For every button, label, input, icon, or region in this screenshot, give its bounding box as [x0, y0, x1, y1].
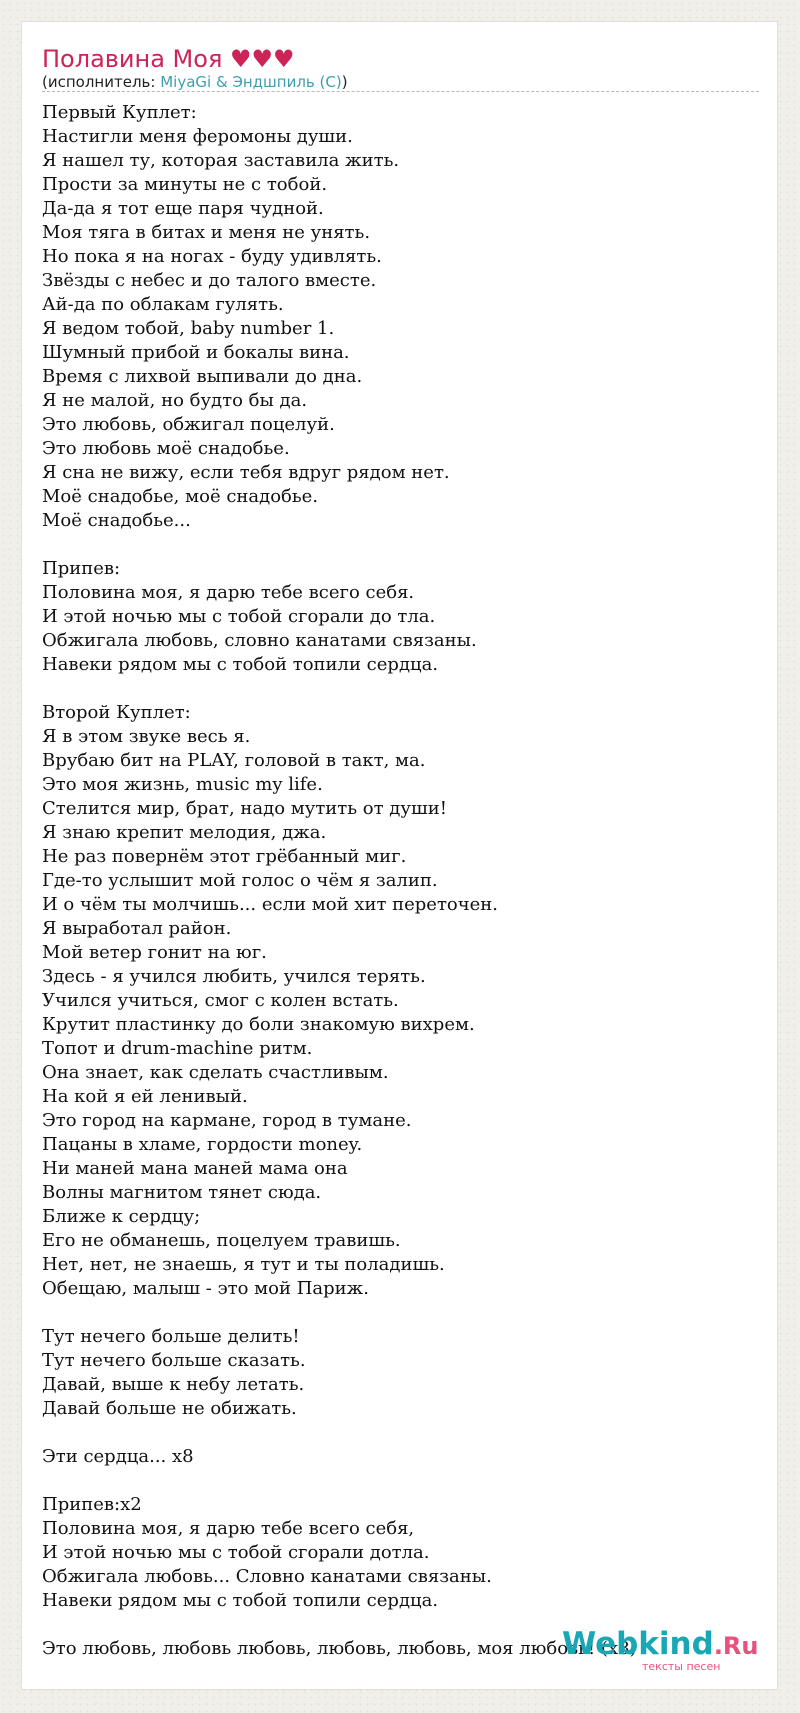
- lyric-line: Это город на кармане, город в тумане.: [42, 1110, 412, 1131]
- lyric-line: Обещаю, малыш - это мой Париж.: [42, 1278, 369, 1299]
- lyric-line: Настигли меня феромоны души.: [42, 126, 353, 147]
- blank-line: [42, 1301, 767, 1325]
- artist-line: [42, 72, 348, 92]
- logo-main-text: Webkind: [562, 1626, 714, 1662]
- lyric-line: Обжигала любовь, словно канатами связаны.: [42, 630, 477, 651]
- lyric-line: На кой я ей ленивый.: [42, 1086, 248, 1107]
- lyric-line: И этой ночью мы с тобой сгорали до тла.: [42, 606, 436, 627]
- blank-line: [42, 1421, 767, 1445]
- lyric-line: Врубаю бит на PLAY, головой в такт, ма.: [42, 750, 426, 771]
- song-title: Полавина Моя ♥♥♥: [42, 45, 295, 73]
- blank-line: [42, 533, 767, 557]
- lyrics-text: [42, 101, 767, 1661]
- lyric-line: Давай, выше к небу летать.: [42, 1374, 305, 1395]
- lyric-line: Моё снадобье...: [42, 510, 191, 531]
- lyric-line: Ни маней мана маней мама она: [42, 1158, 348, 1179]
- lyric-line: Я в этом звуке весь я.: [42, 726, 251, 747]
- lyric-line: Второй Куплет:: [42, 702, 191, 723]
- lyric-line: Это любовь моё снадобье.: [42, 438, 290, 459]
- lyric-line: Прости за минуты не с тобой.: [42, 174, 328, 195]
- blank-line: [42, 677, 767, 701]
- lyric-line: Это любовь, обжигал поцелуй.: [42, 414, 335, 435]
- lyric-line: Нет, нет, не знаешь, я тут и ты поладишь.: [42, 1254, 445, 1275]
- lyric-line: Я сна не вижу, если тебя вдруг рядом нет.: [42, 462, 450, 483]
- lyric-line: Моя тяга в битах и меня не унять.: [42, 222, 371, 243]
- lyric-line: Первый Куплет:: [42, 102, 197, 123]
- lyric-line: Ближе к сердцу;: [42, 1206, 201, 1227]
- lyric-line: Звёзды с небес и до талого вместе.: [42, 270, 377, 291]
- lyric-line: Тут нечего больше сказать.: [42, 1350, 306, 1371]
- lyric-line: Но пока я на ногах - буду удивлять.: [42, 246, 382, 267]
- lyric-line: Здесь - я учился любить, учился терять.: [42, 966, 426, 987]
- lyric-line: Обжигала любовь... Словно канатами связаны.: [42, 1566, 492, 1587]
- lyric-line: Тут нечего больше делить!: [42, 1326, 300, 1347]
- lyric-line: Это моя жизнь, music my life.: [42, 774, 323, 795]
- lyric-line: Учился учиться, смог с колен встать.: [42, 990, 399, 1011]
- lyric-line: Эти сердца... x8: [42, 1446, 194, 1467]
- logo-tagline: тексты песен: [642, 1660, 721, 1673]
- artist-link[interactable]: MiyaGi & Эндшпиль (С): [160, 73, 342, 91]
- lyric-line: Время с лихвой выпивали до дна.: [42, 366, 363, 387]
- lyric-line: Половина моя, я дарю тебе всего себя,: [42, 1518, 415, 1539]
- lyric-line: Припев:x2: [42, 1494, 142, 1515]
- lyric-line: Я не малой, но будто бы да.: [42, 390, 308, 411]
- lyric-line: Я ведом тобой, baby number 1.: [42, 318, 335, 339]
- artist-prefix: (исполнитель:: [42, 73, 161, 91]
- lyric-line: Шумный прибой и бокалы вина.: [42, 342, 350, 363]
- lyric-line: Навеки рядом мы с тобой топили сердца.: [42, 1590, 439, 1611]
- dashed-divider: [42, 91, 759, 92]
- webkind-logo: [562, 1624, 772, 1688]
- lyric-line: Припев:: [42, 558, 121, 579]
- lyric-line: Моё снадобье, моё снадобье.: [42, 486, 319, 507]
- logo-suffix: .Ru: [713, 1632, 759, 1660]
- lyric-line: Крутит пластинку до боли знакомую вихрем.: [42, 1014, 475, 1035]
- lyric-line: Это любовь, любовь любовь, любовь, любовь, моя любовь! (x8): [42, 1638, 637, 1659]
- lyric-line: Она знает, как сделать счастливым.: [42, 1062, 389, 1083]
- lyric-line: Пацаны в хламе, гордости money.: [42, 1134, 363, 1155]
- lyric-line: Навеки рядом мы с тобой топили сердца.: [42, 654, 439, 675]
- lyric-line: Я знаю крепит мелодия, джа.: [42, 822, 327, 843]
- lyric-line: И этой ночью мы с тобой сгорали дотла.: [42, 1542, 430, 1563]
- lyric-line: Я выработал район.: [42, 918, 232, 939]
- lyric-line: Где-то услышит мой голос о чём я залип.: [42, 870, 438, 891]
- lyric-line: Топот и drum-machine ритм.: [42, 1038, 313, 1059]
- lyrics-card: [21, 21, 778, 1690]
- lyric-line: Ай-да по облакам гулять.: [42, 294, 284, 315]
- lyric-line: Мой ветер гонит на юг.: [42, 942, 267, 963]
- lyric-line: Волны магнитом тянет сюда.: [42, 1182, 322, 1203]
- lyric-line: Половина моя, я дарю тебе всего себя.: [42, 582, 415, 603]
- blank-line: [42, 1469, 767, 1493]
- lyric-line: И о чём ты молчишь... если мой хит переточен.: [42, 894, 499, 915]
- artist-suffix: ): [341, 73, 348, 91]
- lyric-line: Я нашел ту, которая заставила жить.: [42, 150, 400, 171]
- lyric-line: Не раз повернём этот грёбанный миг.: [42, 846, 407, 867]
- lyric-line: Его не обманешь, поцелуем травишь.: [42, 1230, 401, 1251]
- lyric-line: Стелится мир, брат, надо мутить от души!: [42, 798, 447, 819]
- lyric-line: Да-да я тот еще паря чудной.: [42, 198, 324, 219]
- lyric-line: Давай больше не обижать.: [42, 1398, 297, 1419]
